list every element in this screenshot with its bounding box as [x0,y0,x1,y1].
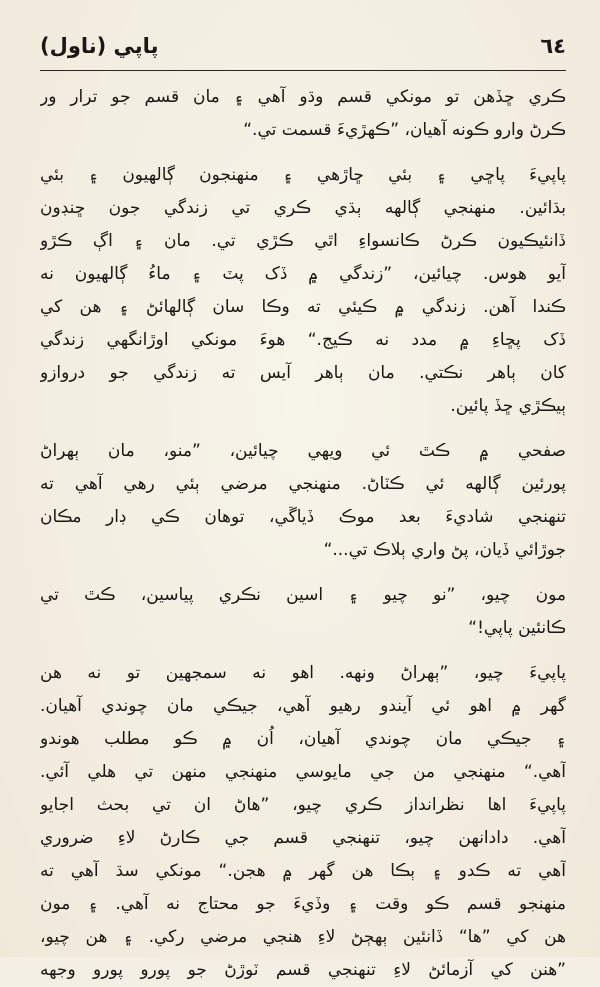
text-line: آيو هوس. چيائين، ”زندگي ۾ ڏک پٽ ۽ ماءُ ڳالهيون نه [40,264,566,284]
text-line: مون چيو، ”نو چيو ۽ اسين نڪري پياسين، ڪٿ تي [40,585,566,605]
page-header [40,28,566,71]
paragraph-2 [40,159,566,423]
text-line: آهي.“ منهنجي من جي مايوسي منهنجي منهن تي هلي آئي. [40,762,566,782]
text-line: ڪانئين پاپي!“ [468,618,566,638]
text-line: ۽ جيڪي مان چوندي آهيان، اُن ۾ ڪو مطلب هوندو [40,729,566,749]
page-number: ٦٤ [540,34,566,58]
text-line: ٻيڪڙي ڇڏ پائين. [450,396,566,416]
text-line: گهر ۾ اهو ئي آيندو رهيو آهي، جيڪي مان چوندي آهيان. [40,696,566,716]
paragraph-4 [40,579,566,645]
text-line: پاپيءَ اها نظرانداز ڪري چيو، ”هاڻ ان تي بحث اجايو [40,795,566,815]
text-line: ڪرڻ وارو ڪونه آهيان، ”ڪھڙيءَ قسمت تي.“ [243,120,566,140]
page-body [40,81,566,987]
text-line: آهي ته ڪدو ۽ ٻڪا هن گهر ۾ هجن.“ مونکي سڌ آهي ته [40,861,566,881]
running-title: پاپي (ناول) [40,34,159,58]
paragraph-1 [40,81,566,147]
text-line: پاپيءَ پاڇي ۽ بئي ڇاڙهي ۽ منهنجون ڳالهيون ۽ بئي [40,165,566,185]
text-line: ڪندا آهن. زندگي ۾ ڪيئي ته وڪا سان ڳالهائڻ ۽ هن کي [40,297,566,317]
paragraph-3 [40,435,566,567]
text-line: پاپيءَ چيو، ”ٻهراڻ ونهه. اهو نه سمجهين تو نه هن [40,663,566,683]
text-line: آهي. دادانهن چيو، تنهنجي قسم جي ڪارڻ لاءِ ضروري [40,828,566,848]
text-line: ڏانئيڪيون ڪرڻ ڪانسواءِ اٿي ڪڙي تي. مان ۽ اڳ ڪڙو [40,231,566,251]
text-line: ڏک پڇاءِ ۾ مدد نه ڪيج.“ هوءَ مونکي اوڙانگهي زندگي [40,330,566,350]
text-line: تنهنجي شاديءَ بعد موڪ ڏياڱي، توهان ڪي ڊار مڪان [40,507,566,527]
text-line: کان ٻاهر نڪتي. مان ٻاهر آيس ته زندگي جو دروازو [40,363,566,383]
text-line: ”هنن کي آزمائڻ لاءِ تنهنجي قسم ٽوڙڻ جو پورو پورو وجهه [40,960,566,980]
text-line: منهنجو قسم ڪو وقت ۽ وڏيءَ جو محتاج نه آهي. ۽ مون [40,894,566,914]
text-line: جوڙائي ڏيان، پڻ واري ٻلاڪ تي...“ [323,540,566,560]
text-line: بڌائين. منهنجي ڳالهه ٻڌي ڪري تي زندگي جون ڇنڊون [40,198,566,218]
text-line: هن کي ”ها“ ڏانئين ٻهڄڻ لاءِ هنجي مرضي رکي. ۽ هن چيو، [40,927,566,947]
text-line: صفحي ۾ ڪٿ ئي ويهي چيائين، ”منو، مان ٻهراڻ [40,441,566,461]
text-line: ڪري ڇڏهن تو مونکي قسم وڌو آهي ۽ مان قسم جو ترار ور [40,87,566,107]
paragraph-5 [40,657,566,987]
text-line: پورئين ڳالهه ئي ڪٽاڻ. منهنجي مرضي ٻئي رهي آهي ته [40,474,566,494]
